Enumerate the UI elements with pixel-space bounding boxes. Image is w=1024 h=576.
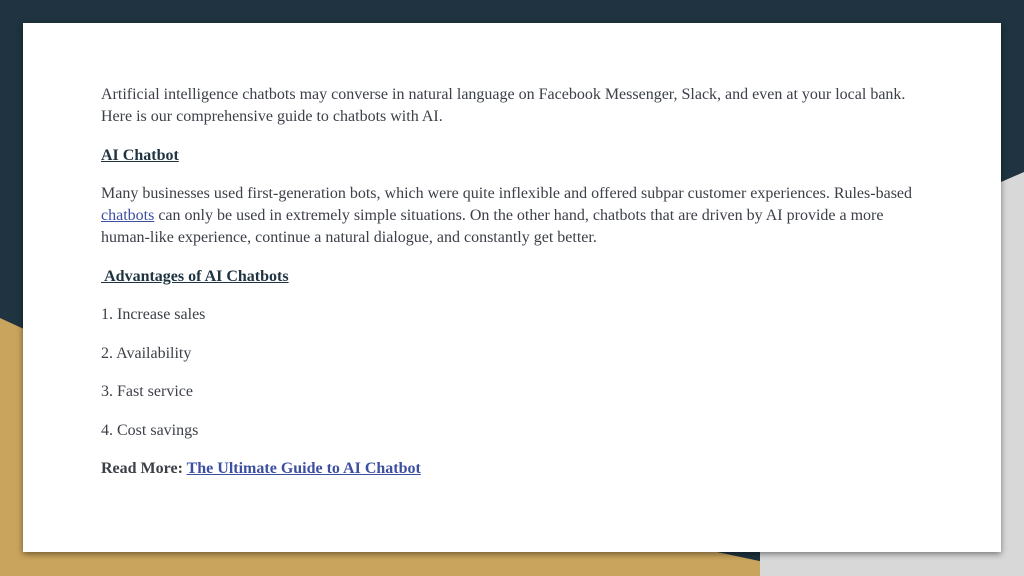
advantages-heading — [101, 266, 931, 288]
advantage-item: 3. Fast service — [101, 383, 193, 400]
body-text-part1: Many businesses used first-generation bots, which were quite inflexible and offered subpar customer experiences. Rules-based — [101, 185, 913, 202]
body-paragraph — [101, 183, 931, 249]
body-text-part2: can only be used in extremely simple situations. On the other hand, chatbots that are driven by AI provide a more human-like experience, continue a natural dialogue, and constantly get better. — [101, 207, 884, 246]
slide-page — [23, 23, 1001, 552]
read-more-label: Read More: — [101, 460, 187, 477]
slide-content — [101, 84, 931, 497]
advantage-item: 1. Increase sales — [101, 306, 206, 323]
read-more-link[interactable]: The Ultimate Guide to AI Chatbot — [186, 460, 421, 477]
intro-paragraph: Artificial intelligence chatbots may converse in natural language on Facebook Messenger, Slack, and even at your local bank. Here is our comprehensive guide to chatbots with AI. — [101, 86, 906, 125]
ai-chatbot-heading-text: AI Chatbot — [101, 146, 179, 164]
advantage-item: 2. Availability — [101, 344, 192, 362]
advantage-item: 4. Cost savings — [101, 421, 199, 439]
read-more-line — [101, 458, 931, 480]
advantages-heading-text: Advantages of AI Chatbots — [101, 267, 289, 285]
ai-chatbot-heading — [101, 145, 931, 167]
chatbots-link[interactable]: chatbots — [101, 207, 155, 224]
